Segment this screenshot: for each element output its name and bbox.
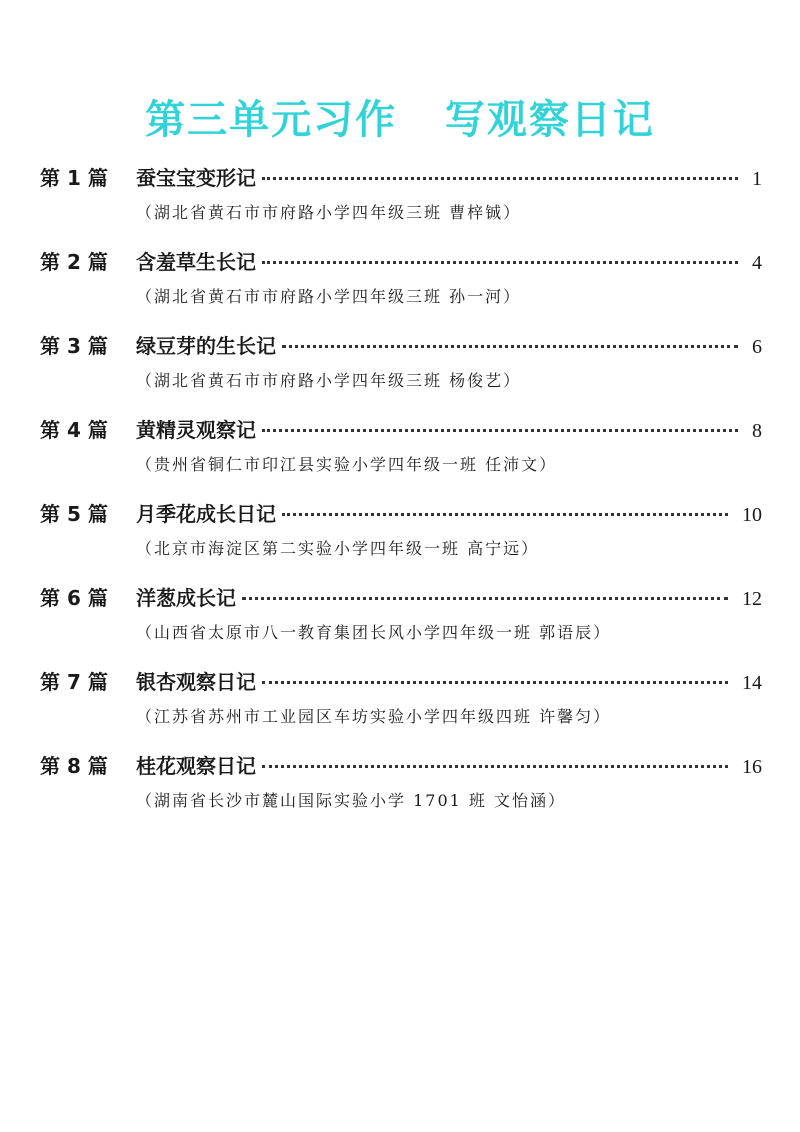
entry-page-number: 14	[742, 672, 762, 694]
entry-title[interactable]: 月季花成长日记	[136, 502, 276, 526]
entry-title[interactable]: 桂花观察日记	[136, 754, 256, 778]
entry-title[interactable]: 黄精灵观察记	[136, 418, 256, 442]
entry-page-number: 10	[742, 504, 762, 526]
entry-number: 第 5 篇	[40, 502, 108, 526]
entry-number: 第 8 篇	[40, 754, 108, 778]
entry-number: 第 3 篇	[40, 334, 108, 358]
entry-author: （湖北省黄石市市府路小学四年级三班 杨俊艺）	[136, 371, 522, 390]
dot-leader	[262, 177, 738, 180]
toc-entry-2[interactable]	[40, 246, 762, 330]
toc-entry-7[interactable]	[40, 666, 762, 750]
entry-title[interactable]: 含羞草生长记	[136, 250, 256, 274]
dot-leader	[262, 261, 738, 264]
entry-number: 第 4 篇	[40, 418, 108, 442]
entry-page-number: 4	[752, 252, 762, 274]
entry-author: （北京市海淀区第二实验小学四年级一班 高宁远）	[136, 539, 540, 558]
toc-entry-5[interactable]	[40, 498, 762, 582]
unit-title: 第三单元习作 写观察日记	[145, 97, 655, 143]
dot-leader	[262, 429, 738, 432]
entry-number: 第 2 篇	[40, 250, 108, 274]
entry-page-number: 16	[742, 756, 762, 778]
entry-title[interactable]: 绿豆芽的生长记	[136, 334, 276, 358]
entry-page-number: 6	[752, 336, 762, 358]
entry-number: 第 7 篇	[40, 670, 108, 694]
dot-leader	[262, 765, 728, 768]
entry-title[interactable]: 蚕宝宝变形记	[136, 166, 256, 190]
entry-author: （贵州省铜仁市印江县实验小学四年级一班 任沛文）	[136, 455, 558, 474]
entry-number: 第 6 篇	[40, 586, 108, 610]
toc-entry-1[interactable]	[40, 162, 762, 246]
entry-page-number: 12	[742, 588, 762, 610]
toc-entry-3[interactable]	[40, 330, 762, 414]
entry-title[interactable]: 洋葱成长记	[136, 586, 236, 610]
entry-page-number: 8	[752, 420, 762, 442]
entry-author: （江苏省苏州市工业园区车坊实验小学四年级四班 许馨匀）	[136, 707, 612, 726]
dot-leader	[242, 597, 728, 600]
toc-entry-8[interactable]	[40, 750, 762, 834]
toc-entry-4[interactable]	[40, 414, 762, 498]
entry-author: （湖北省黄石市市府路小学四年级三班 曹梓铖）	[136, 203, 522, 222]
entry-author: （湖南省长沙市麓山国际实验小学 1701 班 文怡涵）	[136, 791, 566, 810]
entry-number: 第 1 篇	[40, 166, 108, 190]
dot-leader	[282, 513, 728, 516]
toc-entry-6[interactable]	[40, 582, 762, 666]
entry-page-number: 1	[752, 168, 762, 190]
dot-leader	[262, 681, 728, 684]
entry-author: （山西省太原市八一教育集团长风小学四年级一班 郭语辰）	[136, 623, 612, 642]
entry-author: （湖北省黄石市市府路小学四年级三班 孙一河）	[136, 287, 522, 306]
table-of-contents	[40, 162, 762, 834]
dot-leader	[282, 345, 738, 348]
entry-title[interactable]: 银杏观察日记	[136, 670, 256, 694]
